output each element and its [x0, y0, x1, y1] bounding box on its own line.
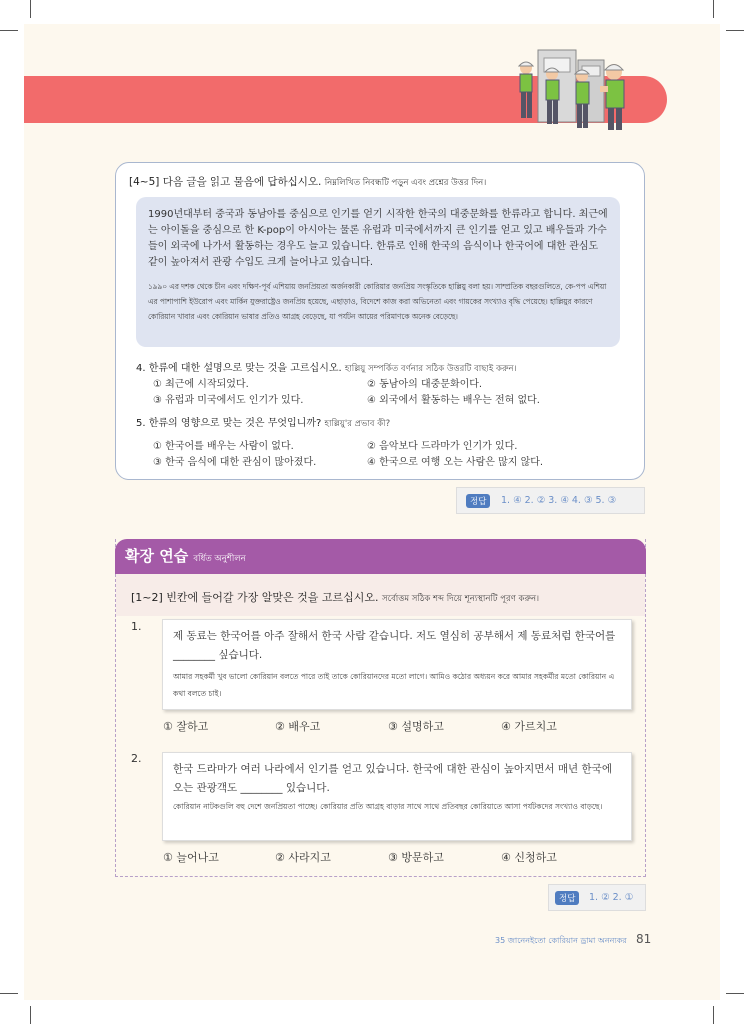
question-korean: 한류의 영향으로 맞는 것은 무엇입니까? — [148, 418, 322, 429]
question-korean: 한류에 대한 설명으로 맞는 것을 고르십시오. — [148, 363, 342, 374]
option-q5-2[interactable]: ② 음악보다 드라마가 인기가 있다. — [367, 441, 518, 452]
option-item1-4[interactable]: ④ 가르치고 — [501, 720, 557, 733]
crop-mark — [0, 993, 18, 994]
question-number: 4. — [136, 363, 146, 374]
workers-illustration — [508, 46, 638, 134]
practice-title-korean: 확장 연습 — [125, 547, 189, 565]
option-q5-3[interactable]: ③ 한국 음식에 대한 관심이 많아졌다. — [153, 457, 317, 468]
answer-box-reading — [456, 487, 645, 514]
answer-box-practice — [548, 884, 646, 911]
answer-badge: 정답 — [466, 494, 490, 508]
instruction-korean: [4~5] 다음 글을 읽고 물음에 답하십시오. — [129, 176, 322, 188]
passage-bengali: ১৯৯০ এর দশক থেকে চীন এবং দক্ষিণ-পূর্ব এশিয়ায় জনপ্রিয়তা অর্জনকারী কোরিয়ার জনপ্রিয় সংস্কৃতিকে হাল্লিয়ু বলা হয়। সাম্প্রতিক বছরগুলিতে, কে-পপ এশিয়া এর পাশাপাশি ইউরোপ এবং মার্কিন যুক্তরাষ্ট্রেও জনপ্রিয় হয়েছে, এছাড়াও, বিদেশে কাজ করা অভিনেতা এবং গায়কের সংখ্যাও বৃদ্ধি পেয়েছে। হাল্লিয়ুর কারণে কোরিয়ান খাবার এবং কোরিয়ান ভাষার প্রতিও আগ্রহ বেড়েছে, যা পর্যটন আয়ের পরিমাণকে অনেক বেড়েছে। — [148, 282, 607, 321]
reading-section — [115, 162, 645, 480]
crop-mark — [0, 30, 18, 31]
practice-instruction-bengali: সর্বোত্তম সঠিক শব্দ দিয়ে শূন্যস্থানটি পূরণ করুন। — [382, 594, 540, 604]
practice-header — [115, 539, 646, 574]
option-item2-2[interactable]: ② 사라지고 — [275, 851, 331, 864]
item-2-number: 2. — [131, 752, 142, 765]
question-bengali: হাল্লিয়ু সম্পর্কিত বর্ণনার সঠিক উত্তরটি বাছাই করুন। — [344, 364, 517, 374]
option-q4-3[interactable]: ③ 유럽과 미국에서도 인기가 있다. — [153, 395, 304, 406]
crop-mark — [713, 1006, 714, 1024]
crop-mark — [30, 1006, 31, 1024]
option-item2-4[interactable]: ④ 신청하고 — [501, 851, 557, 864]
item-2-bengali: কোরিয়ান নাটকগুলি বহু দেশে জনপ্রিয়তা পাচ্ছে। কোরিয়ার প্রতি আগ্রহ বাড়ার সাথে সাথে প্রতিবছর কোরিয়াতে আসা পর্যটকদের সংখ্যাও বাড়ছে। — [173, 802, 603, 811]
item-1-bengali: আমার সহকর্মী খুব ভালো কোরিয়ান বলতে পারে তাই তাকে কোরিয়ানদের মতো লাগে। আমিও কঠোর অধ্যয়ন করে আমার সহকর্মীর মতো কোরিয়ান এ কথা বলতে চাই। — [173, 672, 615, 698]
passage-korean: 1990년대부터 중국과 동남아를 중심으로 인기를 얻기 시작한 한국의 대중문화를 한류라고 합니다. 최근에는 아이돌을 중심으로 한 K-pop이 아시아는 물론 유럽과 미국에서까지 큰 인기를 얻고 있고 배우들과 가수들이 외국에 나가서 활동하는 경우도 늘고 있습니다. 한류로 인해 한국의 음식이나 한국어에 대한 관심도 같이 높아져서 관광 수입도 크게 늘어나고 있습니다. — [148, 209, 608, 268]
reading-passage-box — [136, 197, 620, 347]
option-q5-4[interactable]: ④ 한국으로 여행 오는 사람은 많지 않다. — [367, 457, 544, 468]
crop-mark — [713, 0, 714, 18]
item-1-card — [162, 619, 632, 710]
question-number: 5. — [136, 418, 146, 429]
answer-badge: 정답 — [555, 891, 579, 905]
item-1-korean: 제 동료는 한국어를 아주 잘해서 한국 사람 같습니다. 저도 열심히 공부해서 제 동료처럼 한국어를 ________ 싶습니다. — [173, 630, 616, 661]
option-item1-3[interactable]: ③ 설명하고 — [388, 720, 444, 733]
option-q5-1[interactable]: ① 한국어를 배우는 사람이 없다. — [153, 441, 294, 452]
crop-mark — [726, 30, 744, 31]
item-2-card — [162, 752, 632, 841]
crop-mark — [726, 993, 744, 994]
crop-mark — [30, 0, 31, 18]
answer-text: 1. ② 2. ① — [589, 892, 634, 903]
question-bengali: হাল্লিয়ু'র প্রভাব কী? — [324, 419, 391, 429]
option-item1-1[interactable]: ① 잘하고 — [163, 720, 209, 733]
option-item2-1[interactable]: ① 늘어나고 — [163, 851, 219, 864]
option-q4-2[interactable]: ② 동남아의 대중문화이다. — [367, 379, 483, 390]
item-1-number: 1. — [131, 620, 142, 633]
practice-title-bengali: বর্ধিত অনুশীলন — [193, 554, 246, 564]
page-number: 81 — [636, 932, 652, 946]
reading-instruction — [129, 174, 486, 190]
practice-instruction-strip — [116, 574, 645, 616]
chapter-footer: 35 জানেনইতো কোরিয়ান ড্রামা অনন্যকর — [495, 936, 627, 945]
question-5 — [136, 414, 390, 431]
item-2-korean: 한국 드라마가 여러 나라에서 인기를 얻고 있습니다. 한국에 대한 관심이 높아지면서 매년 한국에 오는 관광객도 ________ 있습니다. — [173, 763, 612, 794]
option-item2-3[interactable]: ③ 방문하고 — [388, 851, 444, 864]
instruction-bengali: নিম্নলিখিত নিবন্ধটি পড়ুন এবং প্রশ্নের উত্তর দিন। — [324, 178, 487, 188]
option-item1-2[interactable]: ② 배우고 — [275, 720, 321, 733]
question-4 — [136, 359, 517, 376]
practice-instruction-korean: [1~2] 빈칸에 들어갈 가장 알맞은 것을 고르십시오. — [131, 591, 379, 604]
answer-text: 1. ④ 2. ② 3. ④ 4. ③ 5. ③ — [501, 495, 617, 506]
option-q4-4[interactable]: ④ 외국에서 활동하는 배우는 전혀 없다. — [367, 395, 540, 406]
option-q4-1[interactable]: ① 최근에 시작되었다. — [153, 379, 249, 390]
